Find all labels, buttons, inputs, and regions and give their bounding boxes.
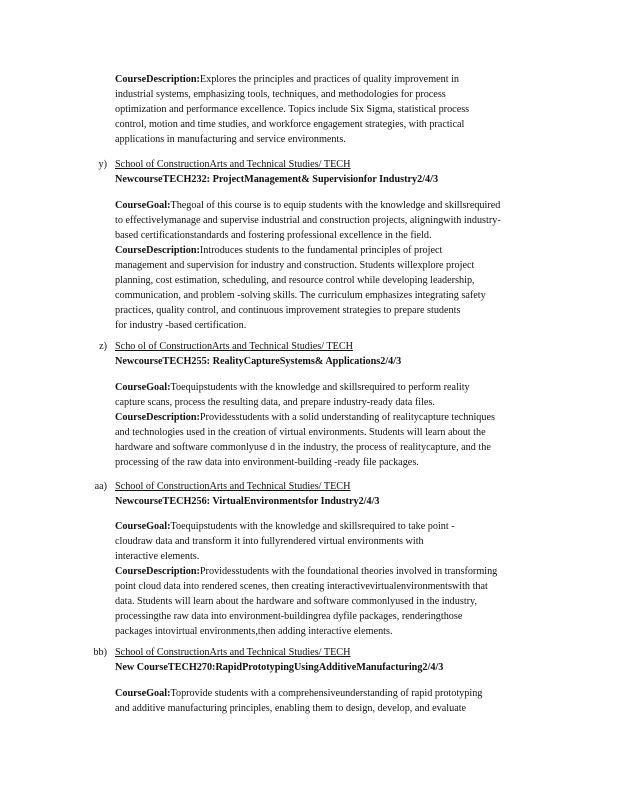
text-line: practices, quality control, and continuous improvement strategies to prepare students	[115, 305, 461, 316]
text-line: control, motion and time studies, and workforce engagement strategies, with practical	[115, 119, 465, 130]
text-line: and additive manufacturing principles, enabling them to design, develop, and evaluate	[115, 703, 467, 714]
text-line: CourseDescription:Providesstudents with the foundational theories involved in transforming	[115, 566, 498, 577]
school-line: Scho ol of ConstructionArts and Technical Studies/ TECH	[115, 341, 354, 352]
text-line: data. Students will learn about the hardware and software commonlyused in the industry,	[115, 596, 478, 607]
intro-description	[115, 72, 547, 147]
description-label: CourseDescription:	[115, 245, 200, 256]
text-line: hardware and software commonlyuse d in the industry, the process of realitycapture, and the	[115, 442, 491, 453]
text-line: and technologies used in the creation of virtual environments. Students will learn about the	[115, 427, 486, 438]
course-heading	[115, 479, 585, 509]
text-line: CourseDescription:Explores the principles and practices of quality improvement in	[115, 74, 460, 85]
goal-label: CourseGoal:	[115, 200, 171, 211]
school-line: School of ConstructionArts and Technical Studies/ TECH	[115, 647, 351, 658]
course-details	[115, 198, 547, 333]
text-line: cloudraw data and transform it into fullyrendered virtual environments with	[115, 536, 424, 547]
text-line: applications in manufacturing and service environments.	[115, 134, 346, 145]
text-line: management and supervision for industry and construction. Students willexplore project	[115, 260, 475, 271]
text-line: processing of the raw data into environment-building -ready file packages.	[115, 457, 419, 468]
text-line: point cloud data into rendered scenes, then creating interactivevirtualenvironmentswith that	[115, 581, 488, 592]
text-line: to effectivelymanage and supervise industrial and construction projects, aligningwith industry-	[115, 215, 501, 226]
text-line: packages intovirtual environments,then adding interactive elements.	[115, 626, 393, 637]
school-line: School of ConstructionArts and Technical Studies/ TECH	[115, 481, 351, 492]
school-line: School of ConstructionArts and Technical Studies/ TECH	[115, 159, 351, 170]
text-line: CourseGoal:Thegoal of this course is to equip students with the knowledge and skillsrequired	[115, 200, 501, 211]
course-title: NewcourseTECH232: ProjectManagement& Supervisionfor Industry2/4/3	[115, 174, 439, 185]
description-label: CourseDescription:	[115, 412, 200, 423]
goal-label: CourseGoal:	[115, 521, 171, 532]
course-heading	[115, 645, 585, 675]
course-title: New CourseTECH270:RapidPrototypingUsingAdditiveManufacturing2/4/3	[115, 662, 444, 673]
description-label: CourseDescription:	[115, 566, 200, 577]
course-heading	[115, 157, 585, 187]
text-line: communication, and problem -solving skills. The curriculum emphasizes integrating safety	[115, 290, 486, 301]
course-title: NewcourseTECH256: VirtualEnvironmentsfor Industry2/4/3	[115, 496, 380, 507]
goal-label: CourseGoal:	[115, 688, 171, 699]
text-line: based certificationstandards and fostering professional excellence in the field.	[115, 230, 432, 241]
text-line: CourseDescription:Providesstudents with a solid understanding of realitycapture techniques	[115, 412, 495, 423]
text-line: capture scans, process the resulting data, and prepare industry-ready data files.	[115, 397, 435, 408]
text-line: interactive elements.	[115, 551, 200, 562]
course-details	[115, 686, 547, 716]
text-line: CourseGoal:Toequipstudents with the knowledge and skillsrequired to perform reality	[115, 382, 470, 393]
description-label: CourseDescription:	[115, 74, 200, 85]
list-marker: z)	[99, 341, 107, 352]
list-marker: y)	[98, 159, 107, 170]
text-line: CourseDescription:Introduces students to the fundamental principles of project	[115, 245, 443, 256]
text-line: industrial systems, emphasizing tools, techniques, and methodologies for process	[115, 89, 446, 100]
text-line: CourseGoal:Toequipstudents with the knowledge and skillsrequired to take point -	[115, 521, 455, 532]
course-details	[115, 519, 547, 639]
course-title: NewcourseTECH255: RealityCaptureSystems& Applications2/4/3	[115, 356, 402, 367]
text-line: processingthe raw data into environment-buildingrea dyfile packages, renderingthose	[115, 611, 463, 622]
course-heading	[115, 339, 585, 369]
text-line: planning, cost estimation, scheduling, and resource control while developing leadership,	[115, 275, 475, 286]
course-details	[115, 380, 547, 470]
goal-label: CourseGoal:	[115, 382, 171, 393]
text-line: optimization and performance excellence. Topics include Six Sigma, statistical process	[115, 104, 470, 115]
list-marker: aa)	[94, 481, 107, 492]
text-line: CourseGoal:Toprovide students with a comprehensiveunderstanding of rapid prototyping	[115, 688, 483, 699]
text-line: for industry -based certification.	[115, 320, 247, 331]
list-marker: bb)	[93, 647, 107, 658]
